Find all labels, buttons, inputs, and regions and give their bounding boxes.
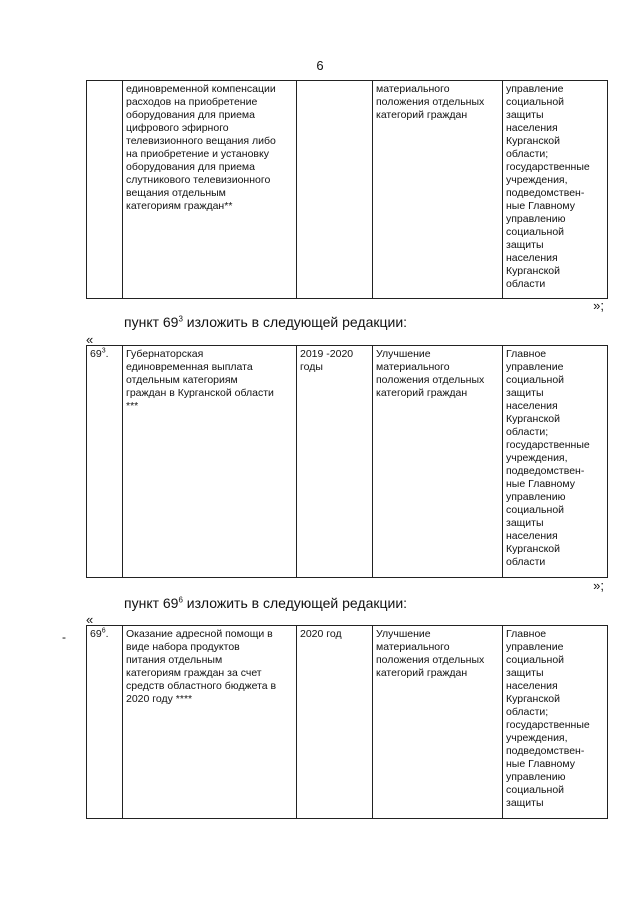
- cell-measure-name: Оказание адресной помощи в виде набора продуктов питания отдельным категориям граждан за счет средств областного бюджета в 2020 году ****: [123, 626, 297, 819]
- cell-period: 2019 -2020 годы: [297, 346, 373, 578]
- cell-result: материального положения отдельных категорий граждан: [373, 81, 503, 299]
- cell-number: $69^6$.: [87, 626, 123, 819]
- cell-period: 2020 год: [297, 626, 373, 819]
- cell-measure-name: Губернаторская единовременная выплата отдельным категориям граждан в Курганской области ***: [123, 346, 297, 578]
- opening-quote: «: [86, 612, 94, 627]
- table-item-69-3: [86, 345, 608, 578]
- table-item-69-6: [86, 625, 608, 819]
- table-continuation: [86, 80, 608, 299]
- margin-mark: -: [62, 630, 66, 644]
- cell-executor: Главное управление социальной защиты населения Курганской области; государственные учреждения, подведомствен- ные Главному управлению социальной защиты: [503, 626, 608, 819]
- table-row: [87, 626, 608, 819]
- closing-quote: »;: [593, 298, 604, 313]
- page-number: 6: [316, 58, 324, 73]
- cell-result: Улучшение материального положения отдельных категорий граждан: [373, 626, 503, 819]
- cell-period: [297, 81, 373, 299]
- opening-quote: «: [86, 332, 94, 347]
- amendment-instruction-2: пункт $69^6$ изложить в следующей редакции:: [124, 595, 408, 611]
- cell-number: $69^3$.: [87, 346, 123, 578]
- closing-quote: »;: [593, 578, 604, 593]
- cell-executor: управление социальной защиты населения Курганской области; государственные учреждения, подведомствен- ные Главному управлению социальной защиты населения Курганской области: [503, 81, 608, 299]
- table-row: [87, 81, 608, 299]
- cell-result: Улучшение материального положения отдельных категорий граждан: [373, 346, 503, 578]
- cell-measure-name: единовременной компенсации расходов на приобретение оборудования для приема цифрового эфирного телевизионного вещания либо на приобретение и установку оборудования для приема слутникового телевизионного вещания отдельным категориям граждан**: [123, 81, 297, 299]
- cell-number: [87, 81, 123, 299]
- cell-executor: Главное управление социальной защиты населения Курганской области; государственные учреждения, подведомствен- ные Главному управлению социальной защиты населения Курганской области: [503, 346, 608, 578]
- table-row: [87, 346, 608, 578]
- amendment-instruction-1: пункт $69^3$ изложить в следующей редакции:: [124, 314, 408, 330]
